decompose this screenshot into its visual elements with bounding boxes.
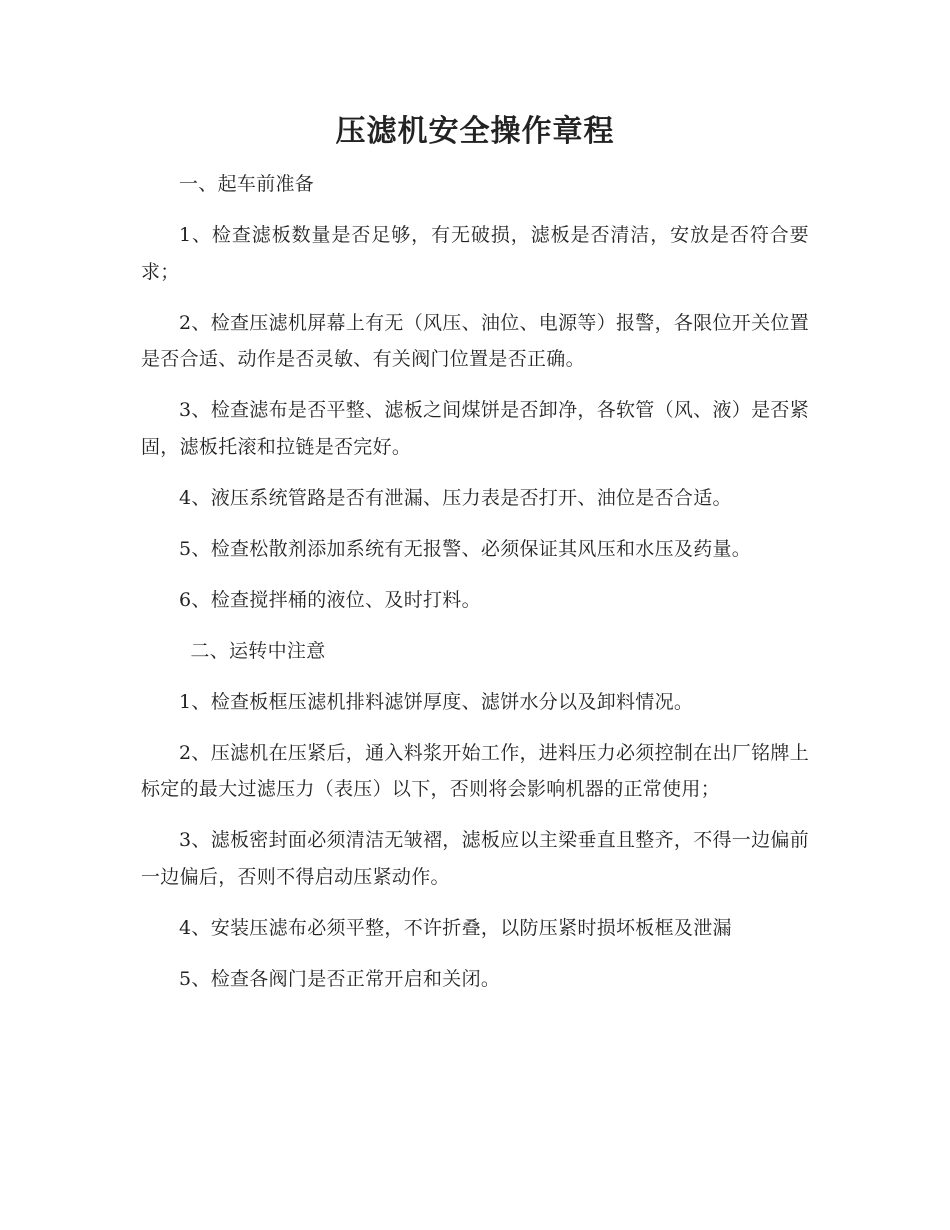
list-item: 3、检查滤布是否平整、滤板之间煤饼是否卸净，各软管（风、液）是否紧固，滤板托滚和拉链是否完好。 bbox=[141, 399, 809, 458]
list-item: 2、检查压滤机屏幕上有无（风压、油位、电源等）报警，各限位开关位置是否合适、动作是否灵敏、有关阀门位置是否正确。 bbox=[141, 311, 809, 370]
document-title: 压滤机安全操作章程 bbox=[335, 114, 615, 149]
list-item: 2、压滤机在压紧后，通入料浆开始工作，进料压力必须控制在出厂铭牌上标定的最大过滤压力（表压）以下，否则将会影响机器的正常使用； bbox=[141, 741, 809, 800]
section-heading-preparation: 一、起车前准备 bbox=[179, 173, 315, 195]
list-item: 4、安装压滤布必须平整，不许折叠，以防压紧时损坏板框及泄漏 bbox=[179, 916, 732, 939]
document-body bbox=[141, 166, 809, 1012]
list-item: 5、检查各阀门是否正常开启和关闭。 bbox=[179, 967, 501, 990]
list-item: 5、检查松散剂添加系统有无报警、必须保证其风压和水压及药量。 bbox=[179, 537, 752, 560]
section-heading-operation: 二、运转中注意 bbox=[190, 639, 326, 662]
list-item: 1、检查滤板数量是否足够，有无破损，滤板是否清洁，安放是否符合要求； bbox=[141, 224, 809, 283]
list-item: 3、滤板密封面必须清洁无皱褶，滤板应以主梁垂直且整齐，不得一边偏前一边偏后，否则不得启动压紧动作。 bbox=[141, 829, 809, 888]
list-item: 1、检查板框压滤机排料滤饼厚度、滤饼水分以及卸料情况。 bbox=[179, 690, 694, 713]
list-item: 6、检查搅拌桶的液位、及时打料。 bbox=[179, 588, 481, 611]
list-item: 4、液压系统管路是否有泄漏、压力表是否打开、油位是否合适。 bbox=[179, 486, 732, 509]
